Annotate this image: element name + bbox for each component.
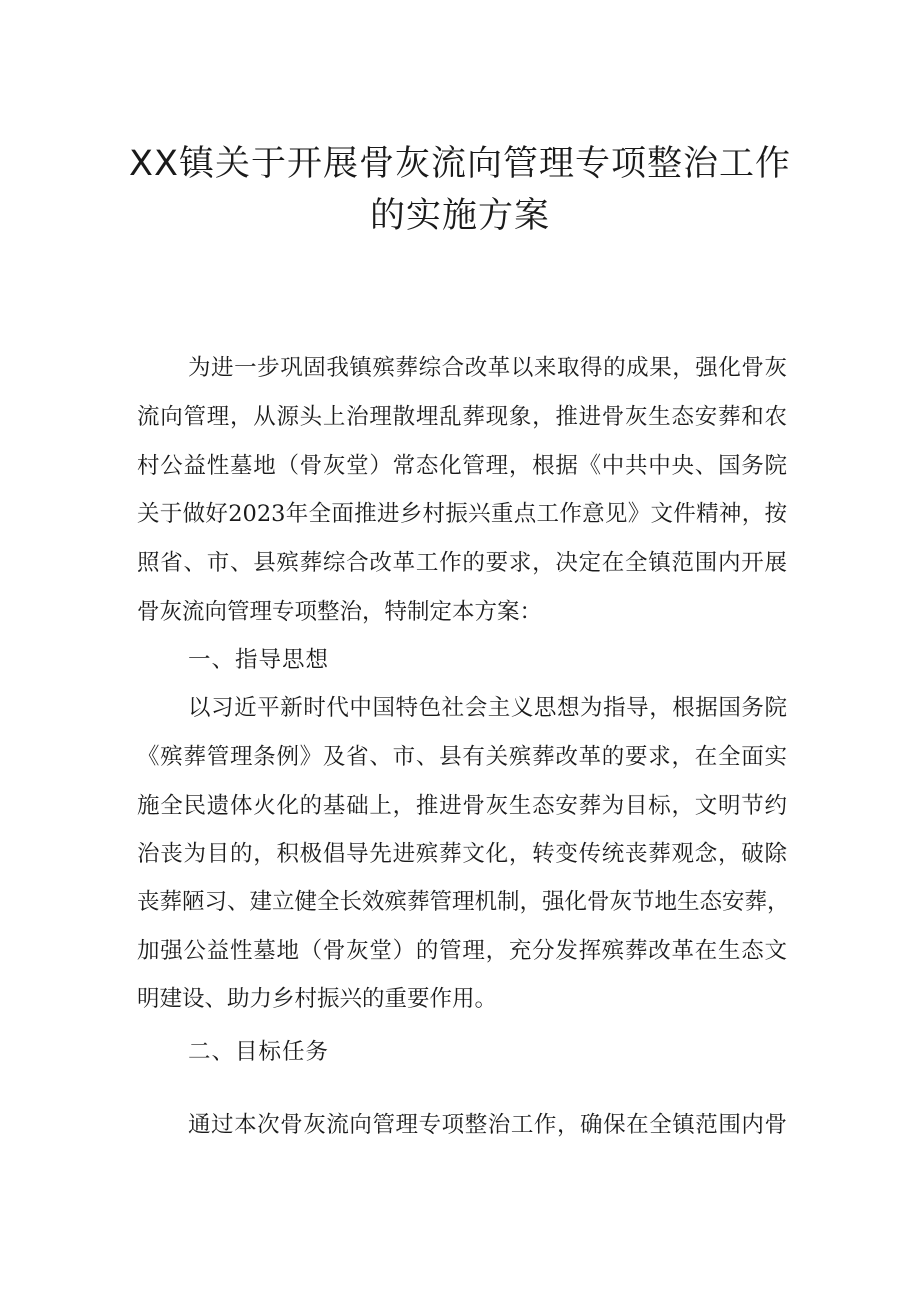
paragraph-line: 照省、市、县殡葬综合改革工作的要求，决定在全镇范围内开展 [137, 550, 787, 576]
paragraph-line: 以习近平新时代中国特色社会主义思想为指导，根据国务院 [188, 695, 787, 721]
paragraph-line: 明建设、助力乡村振兴的重要作用。 [137, 986, 498, 1012]
paragraph-line: 村公益性墓地（骨灰堂）常态化管理，根据《中共中央、国务院 [137, 453, 787, 479]
document-title-line-2: 的实施方案 [369, 196, 550, 236]
paragraph-line: 为进一步巩固我镇殡葬综合改革以来取得的成果，强化骨灰 [188, 355, 787, 381]
section-heading-2: 二、目标任务 [188, 1039, 330, 1065]
paragraph-line: 丧葬陋习、建立健全长效殡葬管理机制，强化骨灰节地生态安葬， [137, 889, 790, 915]
paragraph-line: 骨灰流向管理专项整治，特制定本方案： [137, 599, 543, 625]
paragraph-line: 施全民遗体火化的基础上，推进骨灰生态安葬为目标，文明节约 [137, 793, 787, 819]
section-heading-1: 一、指导思想 [188, 647, 330, 673]
paragraph-line: 治丧为目的，积极倡导先进殡葬文化，转变传统丧葬观念，破除 [137, 841, 787, 867]
paragraph-line: 通过本次骨灰流向管理专项整治工作，确保在全镇范围内骨 [188, 1112, 787, 1138]
paragraph-line: 加强公益性墓地（骨灰堂）的管理，充分发挥殡葬改革在生态文 [137, 938, 787, 964]
paragraph-line: 关于做好2023年全面推进乡村振兴重点工作意见》文件精神，按 [137, 501, 787, 527]
paragraph-line: 流向管理，从源头上治理散埋乱葬现象，推进骨灰生态安葬和农 [137, 404, 787, 430]
paragraph-line: 《殡葬管理条例》及省、市、县有关殡葬改革的要求，在全面实 [137, 744, 787, 770]
document-title-line-1: XX镇关于开展骨灰流向管理专项整治工作 [129, 144, 791, 184]
